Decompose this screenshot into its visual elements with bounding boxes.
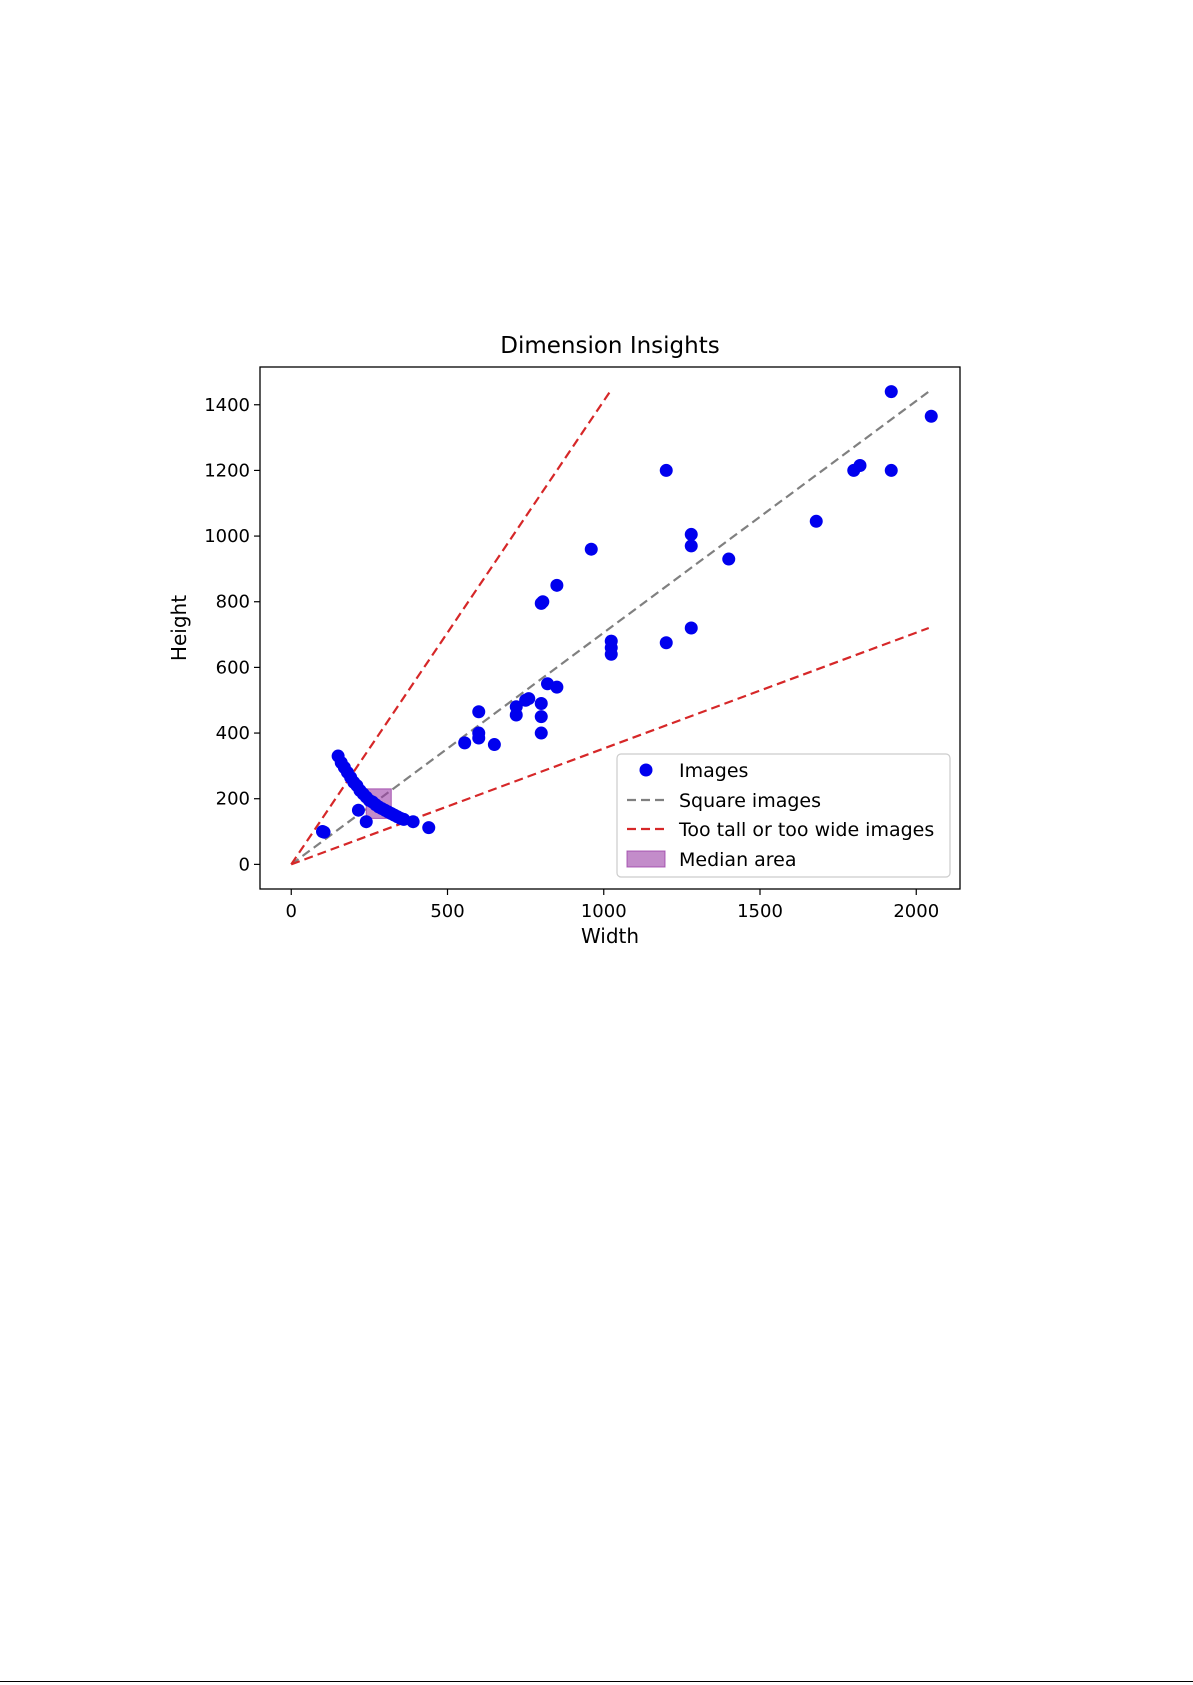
y-axis-label: Height bbox=[167, 594, 191, 662]
x-axis-ticks bbox=[286, 889, 940, 922]
legend-swatch-median bbox=[627, 851, 665, 867]
x-axis-label: Width bbox=[580, 924, 640, 948]
y-tick-label: 0 bbox=[238, 854, 250, 876]
image-point bbox=[407, 815, 420, 828]
legend-label-median: Median area bbox=[679, 849, 797, 871]
y-tick-label: 600 bbox=[215, 657, 250, 679]
image-point bbox=[685, 528, 698, 541]
image-point bbox=[535, 697, 548, 710]
x-tick-label: 1500 bbox=[737, 901, 783, 922]
image-point bbox=[360, 815, 373, 828]
legend-label-images: Images bbox=[679, 760, 749, 782]
image-point bbox=[722, 553, 735, 566]
image-point bbox=[318, 826, 331, 839]
image-point bbox=[885, 385, 898, 398]
image-point bbox=[660, 464, 673, 477]
x-tick-label: 500 bbox=[430, 901, 465, 922]
too-tall-line bbox=[291, 392, 610, 865]
image-point bbox=[810, 515, 823, 528]
image-point bbox=[488, 738, 501, 751]
image-point bbox=[885, 464, 898, 477]
image-point bbox=[605, 635, 618, 648]
image-point bbox=[685, 622, 698, 635]
x-tick-label: 0 bbox=[285, 901, 297, 922]
page-bottom-rule bbox=[0, 1681, 1193, 1682]
image-point bbox=[352, 804, 365, 817]
image-point bbox=[422, 821, 435, 834]
legend-label-square: Square images bbox=[679, 790, 822, 812]
image-point bbox=[535, 727, 548, 740]
legend-swatch-images bbox=[640, 764, 653, 777]
y-tick-label: 1200 bbox=[204, 460, 250, 482]
y-axis-ticks bbox=[204, 395, 260, 876]
image-point bbox=[535, 710, 548, 723]
y-tick-label: 1000 bbox=[204, 526, 250, 548]
y-tick-label: 1400 bbox=[204, 394, 250, 416]
image-point bbox=[685, 539, 698, 552]
y-tick-label: 800 bbox=[215, 591, 250, 613]
image-point bbox=[550, 579, 563, 592]
y-tick-label: 400 bbox=[215, 723, 250, 745]
image-point bbox=[536, 595, 549, 608]
y-tick-label: 200 bbox=[215, 788, 250, 810]
legend bbox=[617, 754, 950, 877]
image-point bbox=[522, 692, 535, 705]
image-point bbox=[854, 459, 867, 472]
image-point bbox=[458, 736, 471, 749]
legend-label-ratio: Too tall or too wide images bbox=[679, 819, 935, 841]
image-point bbox=[925, 410, 938, 423]
image-point bbox=[660, 636, 673, 649]
chart-title: Dimension Insights bbox=[500, 333, 720, 359]
image-point bbox=[550, 681, 563, 694]
x-tick-label: 2000 bbox=[893, 901, 940, 922]
image-point bbox=[585, 543, 598, 556]
x-tick-label: 1000 bbox=[580, 901, 627, 922]
image-point bbox=[472, 705, 485, 718]
image-point bbox=[472, 727, 485, 740]
